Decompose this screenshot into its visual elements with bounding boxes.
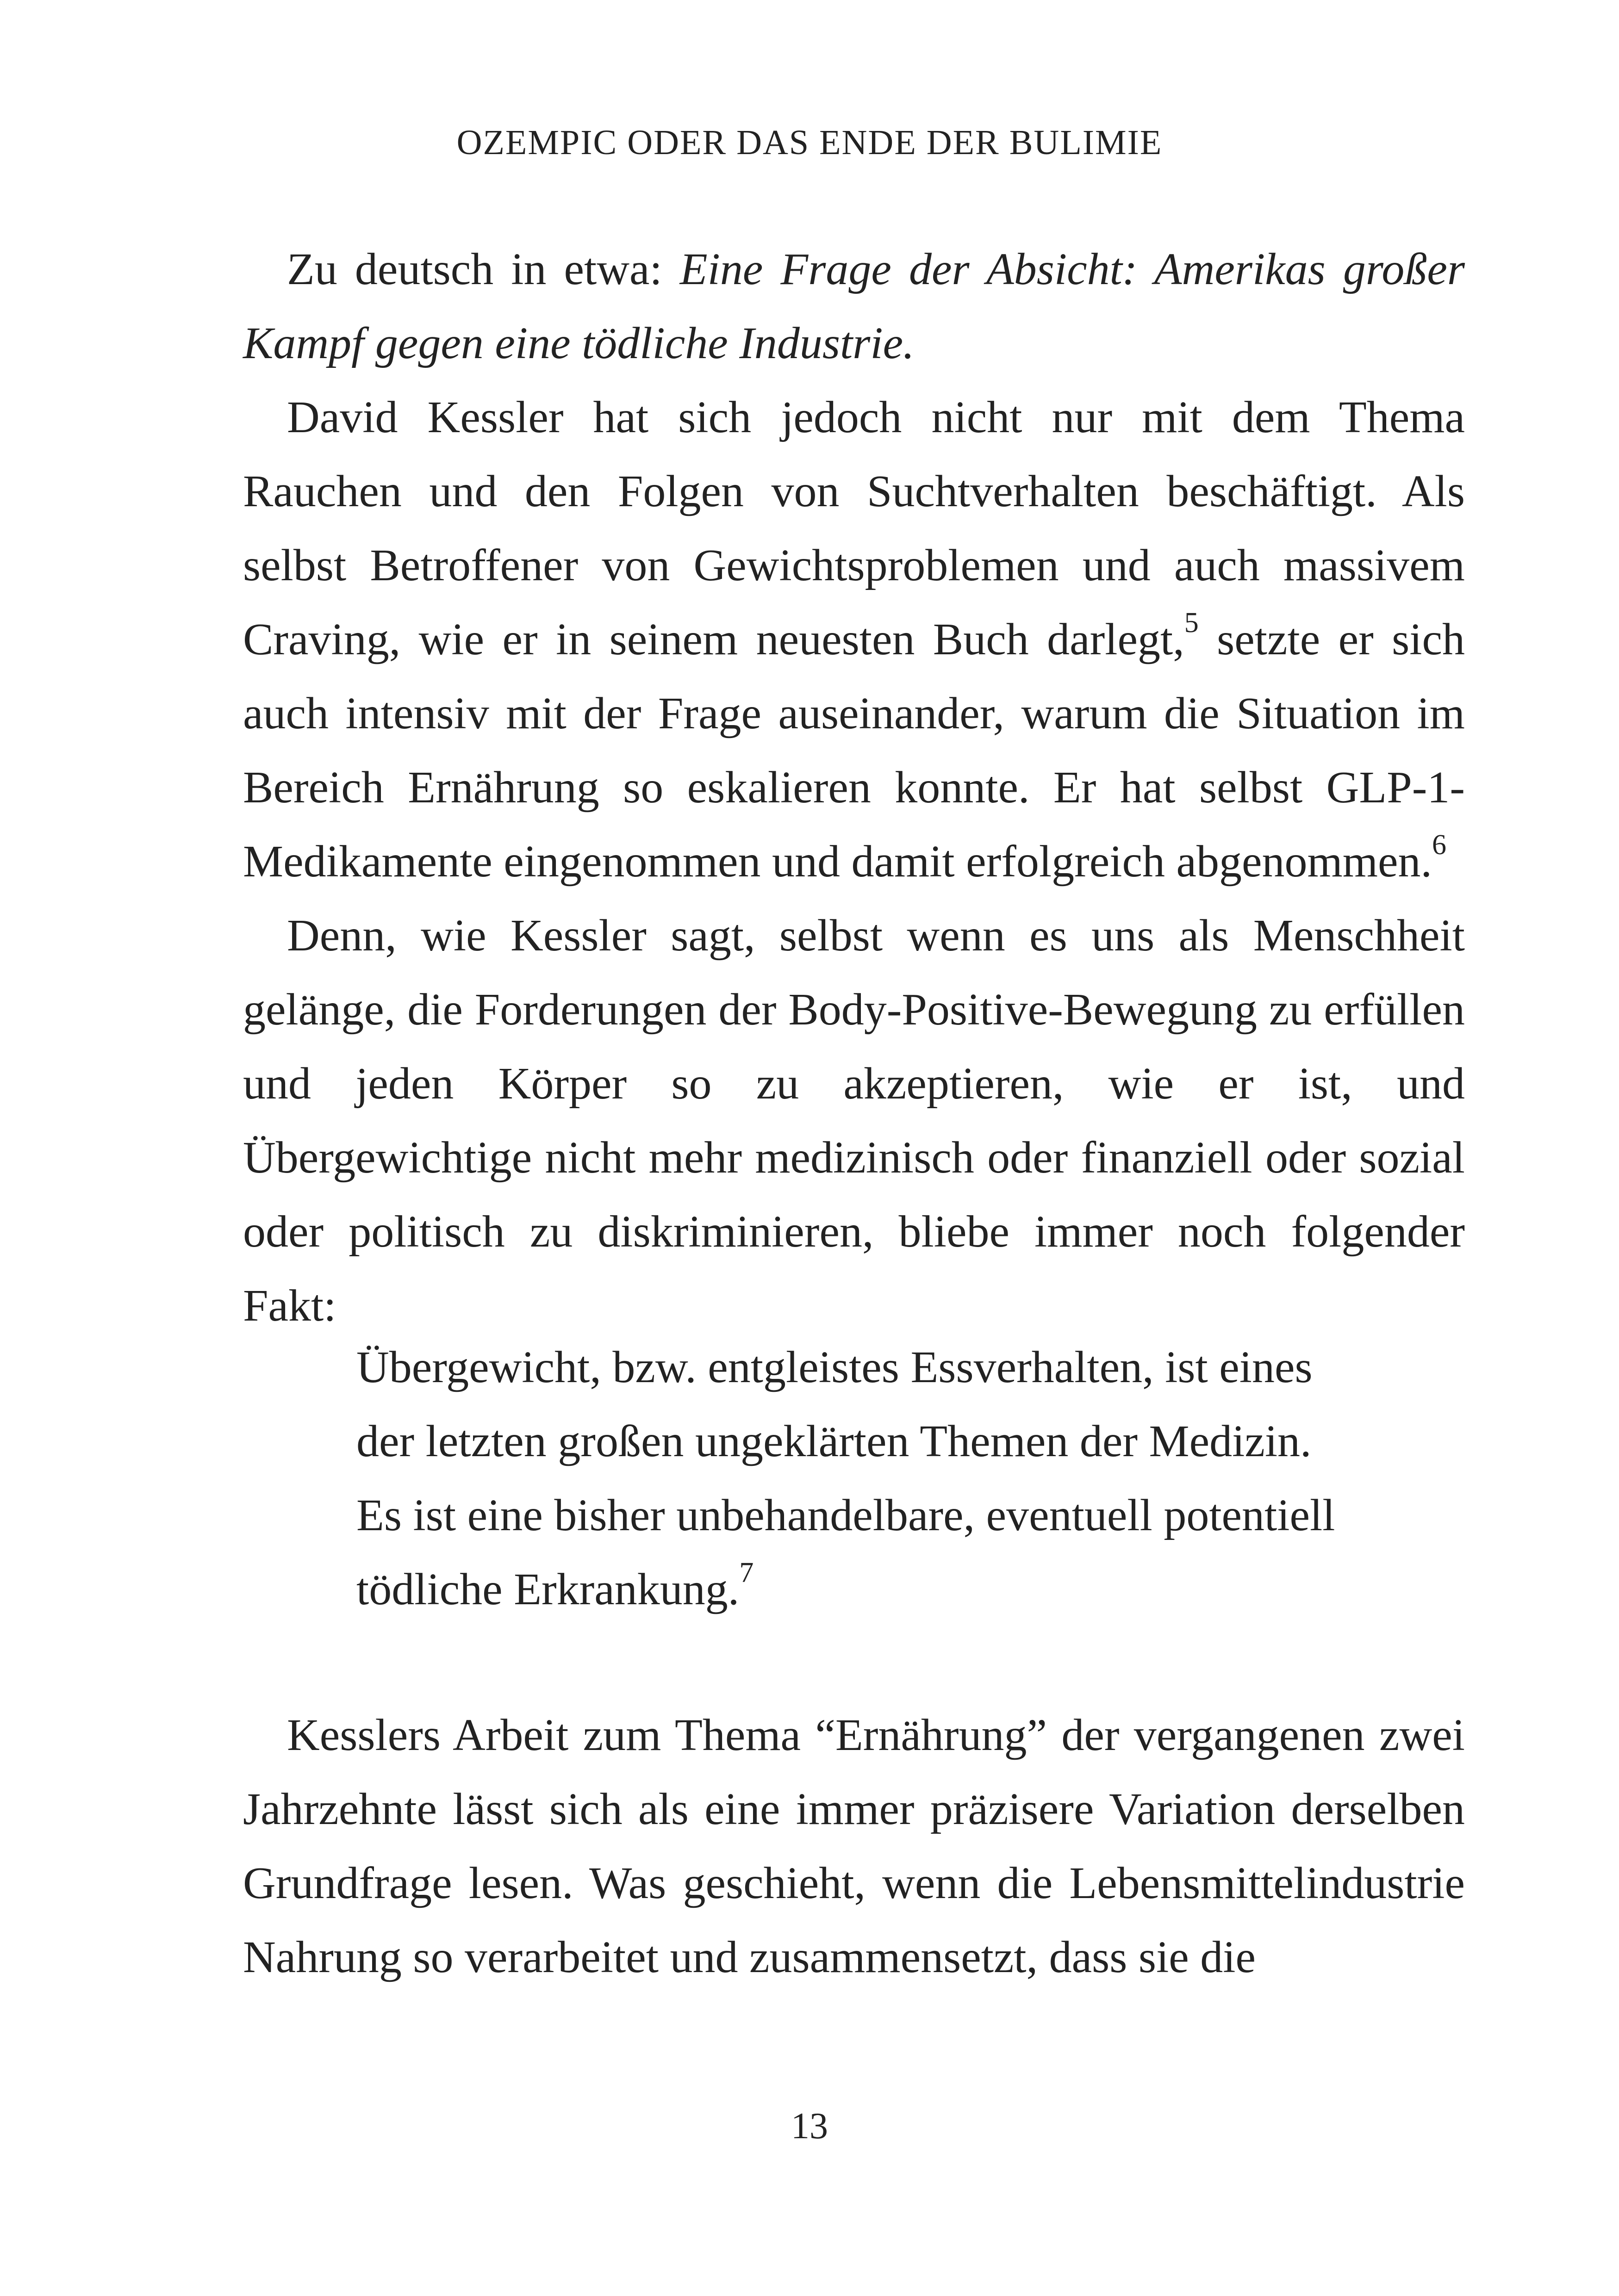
paragraph-kessler-part2: setzte er sich auch intensiv mit der Frage auseinander, warum die Situation im Bereich Ernährung so eskalieren konnte. Er hat selbst GLP-1-Medikamente eingenommen und damit erfolgreich abgenommen. bbox=[243, 614, 1465, 887]
paragraph-body-positive: Denn, wie Kessler sagt, selbst wenn es uns als Menschheit gelänge, die Forderungen der Body-Positive-Bewegung zu erfüllen und jeden Körper so zu akzeptieren, wie er ist, und Übergewichtige nicht mehr medizinisch oder finanziell oder sozial oder politisch zu diskriminieren, bliebe immer noch folgender Fakt: bbox=[243, 911, 1465, 1331]
body-text-bottom bbox=[243, 1698, 1465, 1994]
translation-lead: Zu deutsch in etwa: bbox=[287, 244, 680, 294]
paragraph-translation bbox=[243, 232, 1465, 380]
paragraph-kessler-work: Kesslers Arbeit zum Thema “Ernährung” der vergangenen zwei Jahrzehnte lässt sich als eine immer präzisere Variation derselben Grundfrage lesen. Was geschieht, wenn die Lebensmittelindustrie Nahrung so verarbeitet und zusammensetzt, dass sie die bbox=[243, 1710, 1465, 1982]
footnote-ref-6[interactable]: 6 bbox=[1432, 829, 1446, 861]
block-quote bbox=[356, 1330, 1361, 1626]
running-head: OZEMPIC ODER DAS ENDE DER BULIMIE bbox=[456, 123, 1163, 162]
paragraph-kessler-part1: David Kessler hat sich jedoch nicht nur mit dem Thema Rauchen und den Folgen von Suchtverhalten beschäftigt. Als selbst Betroffener von Gewichtsproblemen und auch massivem Craving, wie er in seinem neuesten Buch darlegt, bbox=[243, 392, 1465, 664]
paragraph-kessler bbox=[243, 380, 1465, 899]
footnote-ref-7[interactable]: 7 bbox=[739, 1557, 754, 1589]
block-quote-text: Übergewicht, bzw. entgleistes Essverhalten, ist eines der letzten großen ungeklärten Themen der Medizin. Es ist eine bisher unbehandelbare, eventuell potentiell tödliche Erkrankung. bbox=[356, 1342, 1335, 1614]
page-number: 13 bbox=[791, 2106, 828, 2147]
footnote-ref-5[interactable]: 5 bbox=[1184, 607, 1199, 639]
body-text-top bbox=[243, 232, 1465, 1343]
book-title-translation: Eine Frage der Absicht: Amerikas großer Kampf gegen eine tödliche Industrie. bbox=[243, 244, 1465, 368]
